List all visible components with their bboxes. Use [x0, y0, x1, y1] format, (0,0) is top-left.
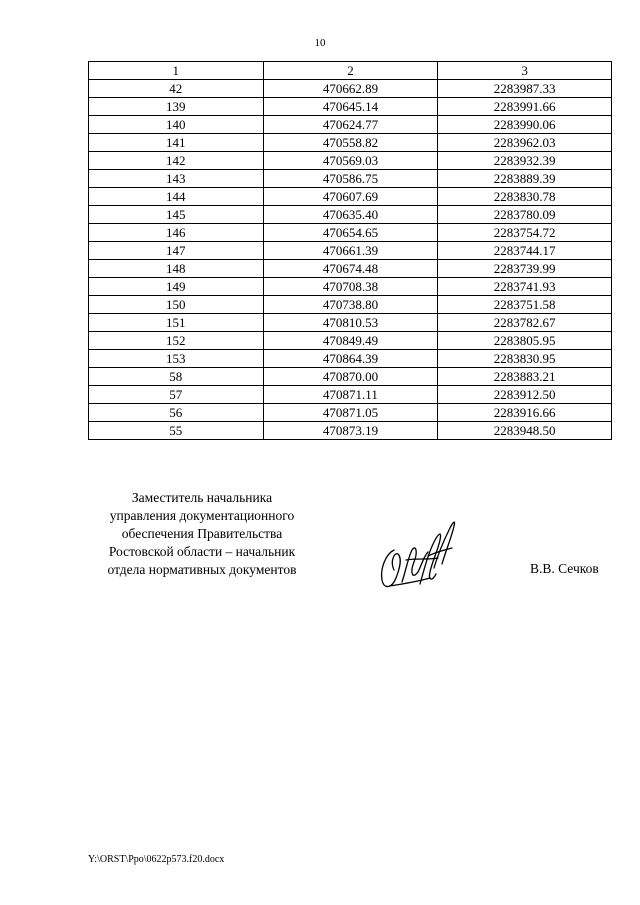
y-coordinate-cell: 2283932.39	[438, 152, 612, 170]
x-coordinate-cell: 470607.69	[263, 188, 438, 206]
x-coordinate-cell: 470569.03	[263, 152, 438, 170]
table-row	[89, 296, 612, 314]
y-coordinate-cell: 2283889.39	[438, 170, 612, 188]
y-coordinate-cell: 2283780.09	[438, 206, 612, 224]
y-coordinate-cell: 2283991.66	[438, 98, 612, 116]
point-number-cell: 151	[89, 314, 264, 332]
y-coordinate-cell: 2283916.66	[438, 404, 612, 422]
table-row	[89, 386, 612, 404]
table-row	[89, 242, 612, 260]
x-coordinate-cell: 470662.89	[263, 80, 438, 98]
y-coordinate-cell: 2283987.33	[438, 80, 612, 98]
x-coordinate-cell: 470864.39	[263, 350, 438, 368]
table-row	[89, 260, 612, 278]
y-coordinate-cell: 2283962.03	[438, 134, 612, 152]
x-coordinate-cell: 470635.40	[263, 206, 438, 224]
x-coordinate-cell: 470871.11	[263, 386, 438, 404]
y-coordinate-cell: 2283754.72	[438, 224, 612, 242]
point-number-cell: 144	[89, 188, 264, 206]
position-line: обеспечения Правительства	[121, 526, 283, 541]
point-number-cell: 152	[89, 332, 264, 350]
point-number-cell: 143	[89, 170, 264, 188]
point-number-cell: 153	[89, 350, 264, 368]
point-number-cell: 149	[89, 278, 264, 296]
column-header-x: 2	[263, 62, 438, 80]
x-coordinate-cell: 470708.38	[263, 278, 438, 296]
point-number-cell: 141	[89, 134, 264, 152]
page-number: 10	[314, 37, 326, 49]
position-line: Заместитель начальника	[131, 490, 273, 505]
point-number-cell: 146	[89, 224, 264, 242]
x-coordinate-cell: 470849.49	[263, 332, 438, 350]
table-row	[89, 368, 612, 386]
table-row	[89, 350, 612, 368]
x-coordinate-cell: 470873.19	[263, 422, 438, 440]
y-coordinate-cell: 2283739.99	[438, 260, 612, 278]
column-header-point: 1	[89, 62, 264, 80]
point-number-cell: 147	[89, 242, 264, 260]
x-coordinate-cell: 470654.65	[263, 224, 438, 242]
y-coordinate-cell: 2283744.17	[438, 242, 612, 260]
table-header-row	[89, 62, 612, 80]
x-coordinate-cell: 470586.75	[263, 170, 438, 188]
y-coordinate-cell: 2283782.67	[438, 314, 612, 332]
table-row	[89, 98, 612, 116]
point-number-cell: 140	[89, 116, 264, 134]
table-row	[89, 134, 612, 152]
x-coordinate-cell: 470871.05	[263, 404, 438, 422]
y-coordinate-cell: 2283990.06	[438, 116, 612, 134]
handwritten-signature	[372, 510, 467, 600]
point-number-cell: 148	[89, 260, 264, 278]
signatory-position	[88, 489, 316, 579]
point-number-cell: 55	[89, 422, 264, 440]
x-coordinate-cell: 470674.48	[263, 260, 438, 278]
point-number-cell: 145	[89, 206, 264, 224]
x-coordinate-cell: 470810.53	[263, 314, 438, 332]
y-coordinate-cell: 2283883.21	[438, 368, 612, 386]
y-coordinate-cell: 2283751.58	[438, 296, 612, 314]
y-coordinate-cell: 2283912.50	[438, 386, 612, 404]
point-number-cell: 139	[89, 98, 264, 116]
point-number-cell: 58	[89, 368, 264, 386]
table-row	[89, 206, 612, 224]
point-number-cell: 142	[89, 152, 264, 170]
table-body	[89, 80, 612, 440]
file-path: Y:\ORST\Ppo\0622p573.f20.docx	[88, 854, 225, 865]
table-row	[89, 170, 612, 188]
x-coordinate-cell: 470645.14	[263, 98, 438, 116]
column-header-y: 3	[438, 62, 612, 80]
table-row	[89, 188, 612, 206]
point-number-cell: 56	[89, 404, 264, 422]
x-coordinate-cell: 470738.80	[263, 296, 438, 314]
point-number-cell: 42	[89, 80, 264, 98]
table-row	[89, 332, 612, 350]
x-coordinate-cell: 470558.82	[263, 134, 438, 152]
position-line: управления документационного	[109, 508, 295, 523]
table-row	[89, 80, 612, 98]
y-coordinate-cell: 2283741.93	[438, 278, 612, 296]
x-coordinate-cell: 470624.77	[263, 116, 438, 134]
table-row	[89, 314, 612, 332]
table-row	[89, 152, 612, 170]
table-row	[89, 224, 612, 242]
x-coordinate-cell: 470870.00	[263, 368, 438, 386]
y-coordinate-cell: 2283830.95	[438, 350, 612, 368]
position-line: отдела нормативных документов	[107, 562, 297, 577]
point-number-cell: 150	[89, 296, 264, 314]
coordinates-table	[88, 61, 612, 440]
position-line: Ростовской области – начальник	[108, 544, 296, 559]
y-coordinate-cell: 2283948.50	[438, 422, 612, 440]
table-row	[89, 404, 612, 422]
table-row	[89, 422, 612, 440]
signer-name: В.В. Сечков	[530, 561, 599, 576]
table-row	[89, 116, 612, 134]
table-row	[89, 278, 612, 296]
y-coordinate-cell: 2283805.95	[438, 332, 612, 350]
x-coordinate-cell: 470661.39	[263, 242, 438, 260]
y-coordinate-cell: 2283830.78	[438, 188, 612, 206]
point-number-cell: 57	[89, 386, 264, 404]
